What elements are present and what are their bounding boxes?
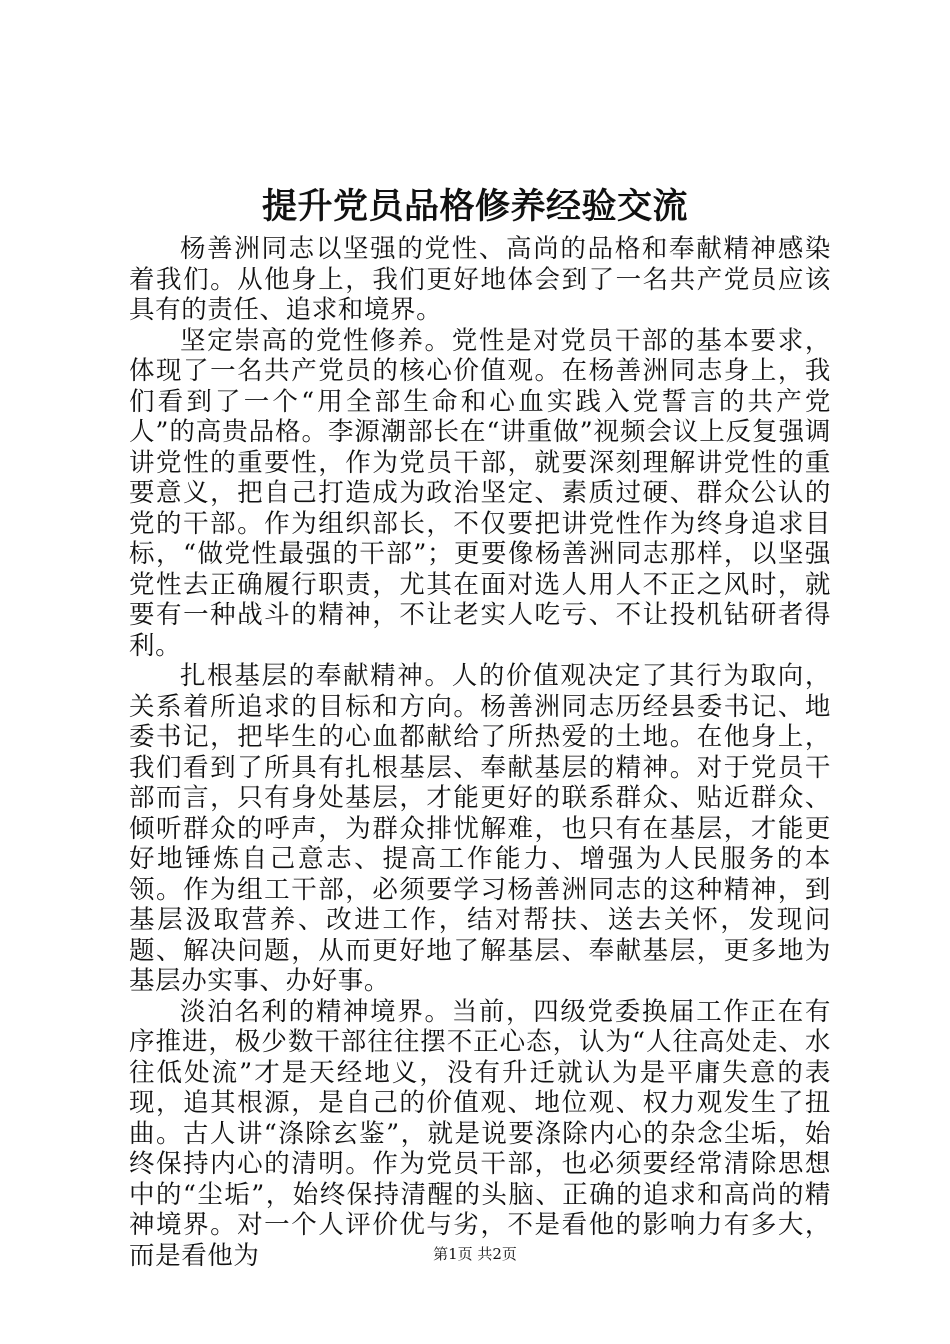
paragraph-indifference-to-fame: 淡泊名利的精神境界。当前，四级党委换届工作正在有序推进，极少数干部往往摆不正心态，认为“人往高处走、水往低处流”才是天经地义，没有升迁就认为是平庸失意的表现，追其根源，是自己的价值观、地位观、权力观发生了扭曲。古人讲“涤除玄鉴”，就是说要涤除内心的杂念尘垢，始终保持内心的清明。作为党员干部，也必须要经常清除思想中的“尘垢”，始终保持清醒的头脑、正确的追求和高尚的精神境界。对一个人评价优与劣，不是看他的影响力有多大，而是看他为 [129, 996, 831, 1271]
document-body [129, 234, 831, 1271]
page-footer: 第1页 共2页 [433, 1245, 517, 1263]
document-title: 提升党员品格修养经验交流 [261, 186, 688, 227]
paragraph-party-spirit: 坚定崇高的党性修养。党性是对党员干部的基本要求，体现了一名共产党员的核心价值观。在杨善洲同志身上，我们看到了一个“用全部生命和心血实践入党誓言的共产党人”的高贵品格。李源潮部长在“讲重做”视频会议上反复强调讲党性的重要性，作为党员干部，就要深刻理解讲党性的重要意义，把自己打造成为政治坚定、素质过硬、群众公认的党的干部。作为组织部长，不仅要把讲党性作为终身追求目标，“做党性最强的干部”；更要像杨善洲同志那样，以坚强党性去正确履行职责，尤其在面对选人用人不正之风时，就要有一种战斗的精神，不让老实人吃亏、不让投机钻研者得利。 [129, 325, 831, 661]
paragraph-intro: 杨善洲同志以坚强的党性、高尚的品格和奉献精神感染着我们。从他身上，我们更好地体会到了一名共产党员应该具有的责任、追求和境界。 [129, 234, 831, 325]
paragraph-grassroots-dedication: 扎根基层的奉献精神。人的价值观决定了其行为取向，关系着所追求的目标和方向。杨善洲同志历经县委书记、地委书记，把毕生的心血都献给了所热爱的土地。在他身上，我们看到了所具有扎根基层、奉献基层的精神。对于党员干部而言，只有身处基层，才能更好的联系群众、贴近群众、倾听群众的呼声，为群众排忧解难，也只有在基层，才能更好地锤炼自己意志、提高工作能力、增强为人民服务的本领。作为组工干部，必须要学习杨善洲同志的这种精神，到基层汲取营养、改进工作，结对帮扶、送去关怀，发现问题、解决问题，从而更好地了解基层、奉献基层，更多地为基层办实事、办好事。 [129, 661, 831, 996]
